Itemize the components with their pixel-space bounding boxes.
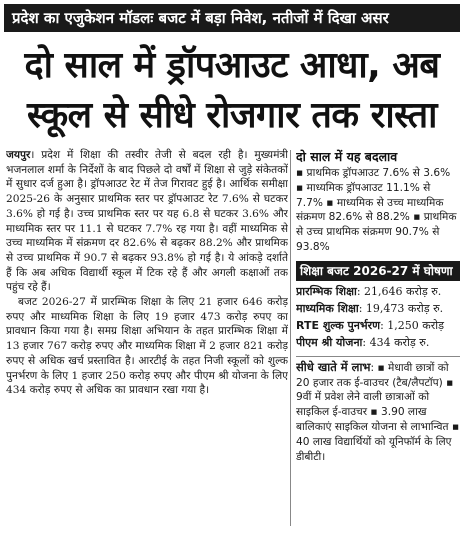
budget-row <box>296 317 460 334</box>
kicker-banner: प्रदेश का एजुकेशन मॉडलः बजट में बड़ा निवेश, नतीजों में दिखा असर <box>4 4 460 32</box>
budget-row-value: : 21,646 करोड़ रु. <box>356 284 442 298</box>
article-body <box>6 148 288 528</box>
budget-list <box>296 283 460 351</box>
article-paragraph-1-text: । प्रदेश में शिक्षा की तस्वीर तेजी से बदल रही है। मुख्यमंत्री भजनलाल शर्मा के निर्देशों के बाद पिछले दो वर्षों में शिक्षा से जुड़े संकेतकों में सुधार दर्ज हुआ है। ड्रॉपआउट रेट में तेज गिरावट हुई है। आर्थिक समीक्षा 2025-26 के अनुसार प्राथमिक स्तर पर ड्रॉपआउट रेट 7.6% से घटकर 3.6% हो गई है। उच्च प्राथमिक स्तर पर यह 6.8 से घटकर 3.6% और माध्यमिक स्तर पर 11.1 से घटकर 7.7% रह गया है। वहीं माध्यमिक से उच्च माध्यमिक में संक्रमण दर 82.6% से बढ़कर 88.2% और प्राथमिक से उच्च प्राथमिक में 90.7 से बढ़कर 93.8% हो गई है। ये आंकड़े दर्शाते हैं कि अब अधिक विद्यार्थी स्कूल में टिक रहे हैं और अगली कक्षाओं तक पहुंच रहे हैं। <box>6 149 288 294</box>
budget-title: शिक्षा बजट 2026-27 में घोषणा <box>296 261 460 281</box>
article-paragraph-1 <box>6 148 288 295</box>
benefits-lead: सीधे खाते में लाभ <box>296 359 371 374</box>
budget-row-label: पीएम श्री योजना <box>296 335 363 349</box>
budget-row <box>296 300 460 317</box>
dateline: जयपुर <box>6 149 31 161</box>
column-divider <box>290 150 291 526</box>
article-paragraph-2: बजट 2026-27 में प्रारम्भिक शिक्षा के लिए 21 हजार 646 करोड़ रुपए और माध्यमिक शिक्षा के लिए 19 हजार 473 करोड़ रुपए का प्रावधान किया गया है। समग्र शिक्षा अभियान के तहत प्रारम्भिक शिक्षा में 13 हजार 767 करोड़ रुपए और माध्यमिक शिक्षा में 2 हजार 821 करोड़ रुपए से अधिक खर्च प्रस्तावित है। आरटीई के तहत निजी स्कूलों को शुल्क पुनर्भरण के लिए 1 हजार 250 करोड़ रुपए और पीएम श्री योजना के लिए 434 करोड़ रुपए से अधिक का प्रावधान रखा गया है। <box>6 296 288 397</box>
budget-row-label: माध्यमिक शिक्षा <box>296 301 359 315</box>
budget-row-label: RTE शुल्क पुनर्भरण <box>296 318 381 332</box>
budget-row <box>296 283 460 300</box>
changes-title: दो साल में यह बदलाव <box>296 149 398 164</box>
headline-line-2: स्कूल से सीधे रोजगार तक रास्ता <box>26 95 437 136</box>
headline-line-1: दो साल में ड्रॉपआउट आधा, अब <box>24 45 440 86</box>
budget-row-value: : 1,250 करोड़ <box>380 318 444 332</box>
budget-row-value: : 19,473 करोड़ रु. <box>358 301 444 315</box>
sidebar-box <box>296 148 460 528</box>
benefits-body: : ▪ मेधावी छात्रों को 20 हजार तक ई-वाउचर (टैब/लैपटॉप) ▪ 9वीं में प्रवेश लेने वाली छात्राओं को साइकिल ई-वाउचर ▪ 3.90 लाख बालिकाएं साइकिल योजना से लाभान्वित ▪ 40 लाख विद्यार्थियों को यूनिफॉर्म के लिए डीबीटी। <box>296 361 460 463</box>
benefits-text <box>296 360 460 465</box>
sidebar-divider <box>296 356 460 357</box>
budget-row <box>296 334 460 351</box>
budget-row-label: प्रारम्भिक शिक्षा <box>296 284 357 298</box>
changes-list: ▪ प्राथमिक ड्रॉपआउट 7.6% से 3.6% ▪ माध्यमिक ड्रॉपआउट 11.1% से 7.7% ▪ माध्यमिक से उच्च माध्यमिक संक्रमण 82.6% से 88.2% ▪ प्राथमिक से उच्च प्राथमिक संक्रमण 90.7% से 93.8% <box>296 167 457 253</box>
budget-row-value: : 434 करोड़ रु. <box>362 335 430 349</box>
